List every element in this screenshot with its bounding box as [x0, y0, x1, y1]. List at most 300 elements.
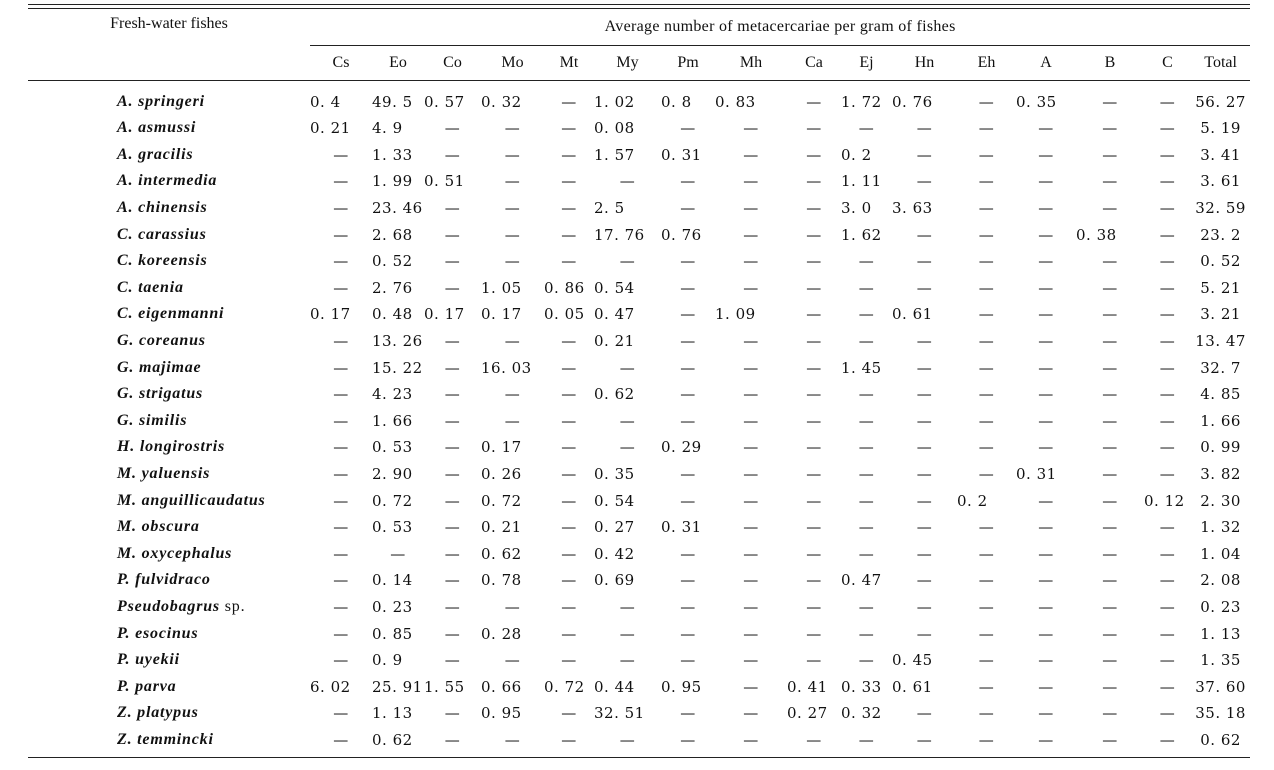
total-cell: 0. 62 — [1200, 730, 1241, 749]
value-cell: — — [333, 411, 349, 430]
column-header-eo: Eo — [372, 46, 424, 81]
value-cell: 3. 0 — [841, 199, 872, 218]
value-cell: — — [743, 730, 759, 749]
value-cell: 2. 90 — [372, 465, 413, 484]
value-cell: — — [619, 358, 636, 377]
value-cell: — — [978, 172, 995, 191]
value-cell: — — [504, 651, 521, 670]
value-cell: — — [1159, 465, 1176, 484]
value-cell: — — [680, 571, 696, 590]
value-cell: — — [916, 225, 933, 244]
value-cell: 0. 47 — [841, 571, 882, 590]
value-cell: 0. 2 — [957, 491, 988, 510]
value-cell: — — [1159, 624, 1176, 643]
fish-name-cell — [28, 461, 310, 488]
value-cell: 0. 62 — [594, 385, 635, 404]
value-cell: — — [390, 544, 406, 563]
value-cell: — — [743, 358, 759, 377]
value-cell: — — [561, 172, 577, 191]
table-row — [28, 142, 1250, 169]
value-cell: 0. 53 — [372, 518, 413, 537]
value-cell: — — [561, 145, 577, 164]
table-row — [28, 354, 1250, 381]
value-cell: — — [1159, 571, 1176, 590]
table-row — [28, 248, 1250, 275]
value-cell: 0. 95 — [481, 704, 522, 723]
value-cell: — — [916, 571, 933, 590]
column-header-mh: Mh — [715, 46, 787, 81]
value-cell: — — [806, 305, 822, 324]
value-cell: — — [1038, 225, 1054, 244]
value-cell: — — [743, 491, 759, 510]
fish-name-cell — [28, 221, 310, 248]
value-cell: — — [978, 305, 995, 324]
table-row — [28, 673, 1250, 700]
value-cell: — — [444, 119, 461, 138]
value-cell: — — [1102, 145, 1118, 164]
value-cell: — — [806, 730, 822, 749]
value-cell: — — [333, 704, 349, 723]
value-cell: 3. 63 — [892, 199, 933, 218]
value-cell: — — [858, 651, 875, 670]
value-cell: — — [680, 305, 696, 324]
value-cell: — — [619, 624, 636, 643]
value-cell: — — [978, 624, 995, 643]
value-cell: 0. 12 — [1144, 491, 1185, 510]
value-cell: — — [858, 385, 875, 404]
value-cell: — — [1038, 491, 1054, 510]
value-cell: — — [916, 544, 933, 563]
value-cell: 15. 22 — [372, 358, 423, 377]
value-cell: — — [1159, 225, 1176, 244]
value-cell: — — [1038, 172, 1054, 191]
value-cell: — — [978, 465, 995, 484]
value-cell: 0. 8 — [661, 93, 692, 111]
value-cell: — — [743, 651, 759, 670]
fish-name: P. uyekii — [117, 651, 180, 669]
value-cell: — — [1159, 411, 1176, 430]
value-cell: — — [1159, 385, 1176, 404]
value-cell: — — [743, 571, 759, 590]
value-cell: — — [743, 278, 759, 297]
value-cell: — — [561, 651, 577, 670]
value-cell: 23. 46 — [372, 199, 423, 218]
total-cell: 4. 85 — [1200, 385, 1241, 404]
value-cell: 0. 17 — [424, 305, 465, 324]
value-cell: 25. 91 — [372, 677, 423, 696]
value-cell: — — [333, 252, 349, 271]
table-row — [28, 541, 1250, 568]
value-cell: — — [1159, 332, 1176, 351]
value-cell: — — [978, 385, 995, 404]
value-cell: — — [444, 385, 461, 404]
value-cell: 0. 17 — [481, 305, 522, 324]
fish-name-cell — [28, 487, 310, 514]
value-cell: — — [561, 225, 577, 244]
value-cell: — — [333, 491, 349, 510]
value-cell: — — [978, 518, 995, 537]
table-row — [28, 115, 1250, 142]
value-cell: — — [916, 278, 933, 297]
value-cell: — — [743, 544, 759, 563]
value-cell: 16. 03 — [481, 358, 532, 377]
value-cell: — — [806, 385, 822, 404]
column-header-mo: Mo — [481, 46, 544, 81]
value-cell: — — [1102, 278, 1118, 297]
total-cell: 0. 52 — [1200, 252, 1241, 271]
value-cell: — — [504, 597, 521, 616]
table-row — [28, 301, 1250, 328]
value-cell: — — [444, 252, 461, 271]
value-cell: — — [858, 305, 875, 324]
fish-name: G. coreanus — [117, 332, 206, 350]
table-row — [28, 567, 1250, 594]
value-cell: — — [444, 465, 461, 484]
value-cell: — — [680, 385, 696, 404]
fish-name-cell — [28, 168, 310, 195]
value-cell: 0. 29 — [661, 438, 702, 457]
header-row-group — [28, 9, 1250, 46]
value-cell: — — [333, 172, 349, 191]
table-row — [28, 700, 1250, 727]
value-cell: 0. 35 — [594, 465, 635, 484]
column-header-ej: Ej — [841, 46, 892, 81]
value-cell: — — [916, 624, 933, 643]
value-cell: — — [1159, 518, 1176, 537]
value-cell: — — [1159, 199, 1176, 218]
value-cell: — — [444, 571, 461, 590]
total-cell: 23. 2 — [1200, 225, 1241, 244]
value-cell: — — [333, 730, 349, 749]
value-cell: — — [680, 119, 696, 138]
value-cell: 0. 86 — [544, 278, 585, 297]
value-cell: — — [444, 624, 461, 643]
value-cell: — — [858, 491, 875, 510]
value-cell: — — [806, 332, 822, 351]
value-cell: — — [680, 278, 696, 297]
value-cell: 0. 2 — [841, 145, 872, 164]
value-cell: — — [619, 597, 636, 616]
total-cell: 1. 32 — [1200, 518, 1241, 537]
total-cell: 5. 21 — [1200, 278, 1241, 297]
value-cell: — — [978, 730, 995, 749]
value-cell: — — [504, 252, 521, 271]
fish-name-cell — [28, 673, 310, 700]
value-cell: — — [916, 145, 933, 164]
value-cell: — — [504, 332, 521, 351]
value-cell: — — [333, 544, 349, 563]
value-cell: — — [333, 385, 349, 404]
value-cell: — — [1038, 411, 1054, 430]
value-cell: 0. 61 — [892, 677, 933, 696]
value-cell: — — [333, 518, 349, 537]
value-cell: 0. 66 — [481, 677, 522, 696]
value-cell: — — [978, 252, 995, 271]
value-cell: — — [978, 119, 995, 138]
table-row — [28, 514, 1250, 541]
value-cell: 0. 83 — [715, 93, 756, 111]
value-cell: 0. 28 — [481, 624, 522, 643]
value-cell: — — [743, 332, 759, 351]
value-cell: — — [806, 172, 822, 191]
value-cell: 1. 02 — [594, 93, 635, 111]
value-cell: — — [916, 332, 933, 351]
value-cell: — — [743, 199, 759, 218]
value-cell: — — [333, 225, 349, 244]
fish-name-cell — [28, 647, 310, 674]
bottom-rule — [28, 757, 1250, 758]
value-cell: — — [561, 730, 577, 749]
value-cell: 0. 17 — [481, 438, 522, 457]
value-cell: 0. 35 — [1016, 93, 1057, 111]
fish-name: P. fulvidraco — [117, 571, 211, 589]
value-cell: — — [619, 252, 636, 271]
value-cell: 0. 51 — [424, 172, 465, 191]
value-cell: — — [333, 571, 349, 590]
value-cell: — — [680, 358, 696, 377]
value-cell: — — [561, 119, 577, 138]
value-cell: — — [561, 544, 577, 563]
value-cell: — — [680, 465, 696, 484]
value-cell: — — [680, 704, 696, 723]
total-cell: 56. 27 — [1195, 93, 1246, 111]
value-cell: — — [916, 491, 933, 510]
value-cell: 0. 21 — [594, 332, 635, 351]
value-cell: — — [806, 544, 822, 563]
fish-name: C. koreensis — [117, 252, 208, 270]
value-cell: — — [680, 199, 696, 218]
value-cell: 1. 11 — [841, 172, 882, 191]
value-cell: — — [1038, 332, 1054, 351]
value-cell: — — [858, 252, 875, 271]
value-cell: — — [444, 730, 461, 749]
table-row — [28, 487, 1250, 514]
fish-name-cell — [28, 354, 310, 381]
value-cell: — — [561, 438, 577, 457]
value-cell: — — [806, 438, 822, 457]
value-cell: — — [444, 518, 461, 537]
value-cell: — — [1038, 385, 1054, 404]
fish-name-cell — [28, 620, 310, 647]
fish-name-cell — [28, 381, 310, 408]
value-cell: — — [743, 438, 759, 457]
value-cell: — — [1102, 704, 1118, 723]
fish-name: Pseudobagrus — [117, 597, 220, 615]
column-header-pm: Pm — [661, 46, 715, 81]
value-cell: — — [1038, 199, 1054, 218]
value-cell: — — [333, 624, 349, 643]
fish-column-header: Fresh-water fishes — [28, 9, 310, 81]
value-cell: — — [561, 358, 577, 377]
group-header: Average number of metacercariae per gram of fishes — [310, 9, 1250, 46]
value-cell: — — [1159, 358, 1176, 377]
value-cell: — — [858, 624, 875, 643]
table-row — [28, 408, 1250, 435]
value-cell: 2. 5 — [594, 199, 625, 218]
table-row — [28, 381, 1250, 408]
column-header-ca: Ca — [787, 46, 841, 81]
value-cell: 0. 54 — [594, 278, 635, 297]
value-cell: 1. 13 — [372, 704, 413, 723]
total-cell: 3. 21 — [1200, 305, 1241, 324]
value-cell: — — [1159, 93, 1176, 111]
total-cell: 13. 47 — [1195, 332, 1246, 351]
value-cell: 0. 23 — [372, 597, 413, 616]
value-cell: 49. 5 — [372, 93, 413, 111]
value-cell: 13. 26 — [372, 332, 423, 351]
value-cell: — — [504, 145, 521, 164]
value-cell: 6. 02 — [310, 677, 351, 696]
value-cell: 0. 38 — [1076, 225, 1117, 244]
value-cell: — — [1159, 677, 1176, 696]
value-cell: — — [680, 491, 696, 510]
metacercariae-table — [28, 9, 1250, 753]
fish-name: C. carassius — [117, 225, 207, 243]
value-cell: — — [743, 597, 759, 616]
total-cell: 1. 04 — [1200, 544, 1241, 563]
value-cell: 1. 33 — [372, 145, 413, 164]
value-cell: 0. 9 — [372, 651, 403, 670]
value-cell: — — [1102, 385, 1118, 404]
value-cell: 1. 62 — [841, 225, 882, 244]
value-cell: — — [680, 411, 696, 430]
value-cell: — — [978, 544, 995, 563]
value-cell: — — [333, 199, 349, 218]
table-row — [28, 727, 1250, 754]
value-cell: 0. 72 — [372, 491, 413, 510]
value-cell: — — [858, 518, 875, 537]
value-cell: — — [806, 465, 822, 484]
value-cell: — — [743, 518, 759, 537]
value-cell: — — [561, 571, 577, 590]
value-cell: 0. 72 — [544, 677, 585, 696]
fish-name-cell — [28, 541, 310, 568]
value-cell: — — [444, 332, 461, 351]
value-cell: — — [1038, 518, 1054, 537]
value-cell: — — [504, 225, 521, 244]
fish-name: A. intermedia — [117, 172, 218, 190]
value-cell: 0. 27 — [787, 704, 828, 723]
column-header-c: C — [1144, 46, 1191, 81]
fish-name: G. strigatus — [117, 385, 204, 403]
value-cell: — — [806, 278, 822, 297]
value-cell: — — [1038, 624, 1054, 643]
table-row — [28, 434, 1250, 461]
value-cell: — — [806, 411, 822, 430]
value-cell: — — [916, 252, 933, 271]
value-cell: 0. 69 — [594, 571, 635, 590]
value-cell: — — [1038, 730, 1054, 749]
value-cell: 0. 42 — [594, 544, 635, 563]
fish-name: M. anguillicaudatus — [117, 491, 266, 509]
value-cell: — — [1102, 93, 1118, 111]
fish-name-cell — [28, 142, 310, 169]
value-cell: — — [858, 332, 875, 351]
column-header-hn: Hn — [892, 46, 957, 81]
value-cell: — — [444, 544, 461, 563]
column-header-a: A — [1016, 46, 1076, 81]
value-cell: 4. 9 — [372, 119, 403, 138]
fish-name: C. eigenmanni — [117, 305, 225, 323]
value-cell: — — [333, 465, 349, 484]
value-cell: — — [1102, 252, 1118, 271]
value-cell: 0. 31 — [661, 145, 702, 164]
value-cell: — — [680, 172, 696, 191]
value-cell: — — [743, 385, 759, 404]
value-cell: — — [1102, 624, 1118, 643]
value-cell: 0. 21 — [310, 119, 351, 138]
column-header-mt: Mt — [544, 46, 594, 81]
value-cell: 0. 32 — [841, 704, 882, 723]
value-cell: — — [743, 252, 759, 271]
value-cell: — — [806, 252, 822, 271]
value-cell: — — [619, 651, 636, 670]
value-cell: — — [978, 225, 995, 244]
value-cell: — — [680, 544, 696, 563]
table-row — [28, 328, 1250, 355]
fish-name-suffix: sp. — [219, 597, 246, 615]
value-cell: — — [978, 704, 995, 723]
value-cell: — — [680, 332, 696, 351]
value-cell: — — [978, 571, 995, 590]
value-cell: — — [1102, 544, 1118, 563]
value-cell: — — [619, 730, 636, 749]
fish-name-cell — [28, 81, 310, 116]
value-cell: — — [1159, 119, 1176, 138]
value-cell: 0. 44 — [594, 677, 635, 696]
value-cell: — — [1038, 305, 1054, 324]
value-cell: — — [561, 624, 577, 643]
value-cell: — — [978, 677, 995, 696]
value-cell: — — [806, 358, 822, 377]
value-cell: — — [1038, 571, 1054, 590]
column-header-total: Total — [1191, 46, 1250, 81]
value-cell: 1. 45 — [841, 358, 882, 377]
value-cell: — — [806, 624, 822, 643]
table-row — [28, 647, 1250, 674]
value-cell: — — [806, 119, 822, 138]
value-cell: 1. 99 — [372, 172, 413, 191]
fish-name: M. yaluensis — [117, 465, 211, 483]
value-cell: 0. 17 — [310, 305, 351, 324]
value-cell: — — [743, 225, 759, 244]
value-cell: — — [1159, 730, 1176, 749]
value-cell: — — [1038, 651, 1054, 670]
total-cell: 32. 59 — [1195, 199, 1246, 218]
value-cell: 1. 09 — [715, 305, 756, 324]
value-cell: 0. 27 — [594, 518, 635, 537]
fish-name-cell — [28, 700, 310, 727]
value-cell: 0. 76 — [661, 225, 702, 244]
total-cell: 2. 08 — [1200, 571, 1241, 590]
value-cell: — — [1102, 651, 1118, 670]
table-row — [28, 461, 1250, 488]
value-cell: — — [333, 278, 349, 297]
total-cell: 1. 13 — [1200, 624, 1241, 643]
fish-name-cell — [28, 594, 310, 621]
value-cell: 0. 76 — [892, 93, 933, 111]
value-cell: 1. 72 — [841, 93, 882, 111]
fish-name: P. parva — [117, 677, 177, 695]
value-cell: — — [1102, 730, 1118, 749]
value-cell: 0. 54 — [594, 491, 635, 510]
value-cell: — — [858, 597, 875, 616]
value-cell: 0. 57 — [424, 93, 465, 111]
value-cell: — — [1038, 358, 1054, 377]
value-cell: — — [1102, 465, 1118, 484]
value-cell: — — [444, 145, 461, 164]
value-cell: — — [978, 278, 995, 297]
